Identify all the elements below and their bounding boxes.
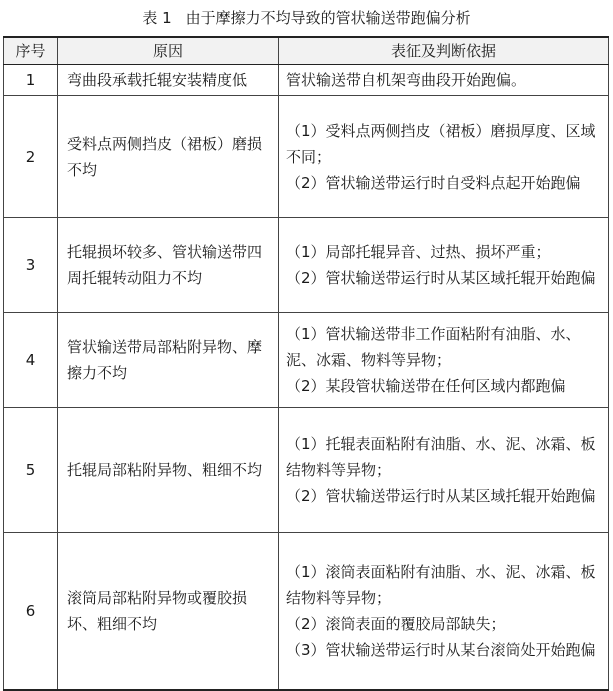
row-cause: 托辊局部粘附异物、粗细不均 <box>58 408 279 533</box>
row-cause: 弯曲段承载托辊安装精度低 <box>58 65 279 96</box>
analysis-table <box>3 36 609 691</box>
row-basis <box>279 533 609 691</box>
header-no: 序号 <box>4 37 58 65</box>
row-basis <box>279 218 609 313</box>
row-basis <box>279 313 609 408</box>
basis-item: （1）管状输送带非工作面粘附有油脂、水、泥、冰霜、物料等异物； <box>286 325 581 369</box>
row-no: 6 <box>4 533 58 691</box>
table-row <box>4 313 609 408</box>
basis-item: （1）局部托辊异音、过热、损坏严重； <box>286 243 551 261</box>
row-no: 3 <box>4 218 58 313</box>
row-basis <box>279 96 609 218</box>
row-no: 1 <box>4 65 58 96</box>
basis-item: （1）托辊表面粘附有油脂、水、泥、冰霜、板结物料等异物； <box>286 435 596 479</box>
row-no: 5 <box>4 408 58 533</box>
table-row <box>4 408 609 533</box>
table-row <box>4 65 609 96</box>
header-cause: 原因 <box>58 37 279 65</box>
table-number: 表 1 <box>142 9 172 27</box>
basis-item: 管状输送带自机架弯曲段开始跑偏。 <box>286 71 527 89</box>
basis-item: （2）滚筒表面的覆胶局部缺失； <box>286 615 506 633</box>
header-basis: 表征及判断依据 <box>279 37 609 65</box>
row-cause: 托辊损坏较多、管状输送带四周托辊转动阻力不均 <box>58 218 279 313</box>
table-caption <box>0 0 613 28</box>
basis-item: （2）管状输送带运行时从某区域托辊开始跑偏 <box>286 269 596 287</box>
row-cause: 受料点两侧挡皮（裙板）磨损不均 <box>58 96 279 218</box>
row-basis <box>279 65 609 96</box>
table-title: 由于摩擦力不均导致的管状输送带跑偏分析 <box>185 9 471 27</box>
table-row <box>4 218 609 313</box>
basis-item: （3）管状输送带运行时从某台滚筒处开始跑偏 <box>286 641 596 659</box>
table-header-row <box>4 37 609 65</box>
basis-item: （2）管状输送带运行时从某区域托辊开始跑偏 <box>286 487 596 505</box>
basis-item: （1）受料点两侧挡皮（裙板）磨损厚度、区域不同； <box>286 121 596 166</box>
table-row <box>4 533 609 691</box>
row-no: 4 <box>4 313 58 408</box>
row-basis <box>279 408 609 533</box>
table-row <box>4 96 609 218</box>
row-cause: 滚筒局部粘附异物或覆胶损坏、粗细不均 <box>58 533 279 691</box>
basis-item: （1）滚筒表面粘附有油脂、水、泥、冰霜、板结物料等异物； <box>286 563 596 607</box>
row-no: 2 <box>4 96 58 218</box>
row-cause: 管状输送带局部粘附异物、摩擦力不均 <box>58 313 279 408</box>
basis-item: （2）某段管状输送带在任何区域内都跑偏 <box>286 377 566 395</box>
basis-item: （2）管状输送带运行时自受料点起开始跑偏 <box>286 173 581 192</box>
